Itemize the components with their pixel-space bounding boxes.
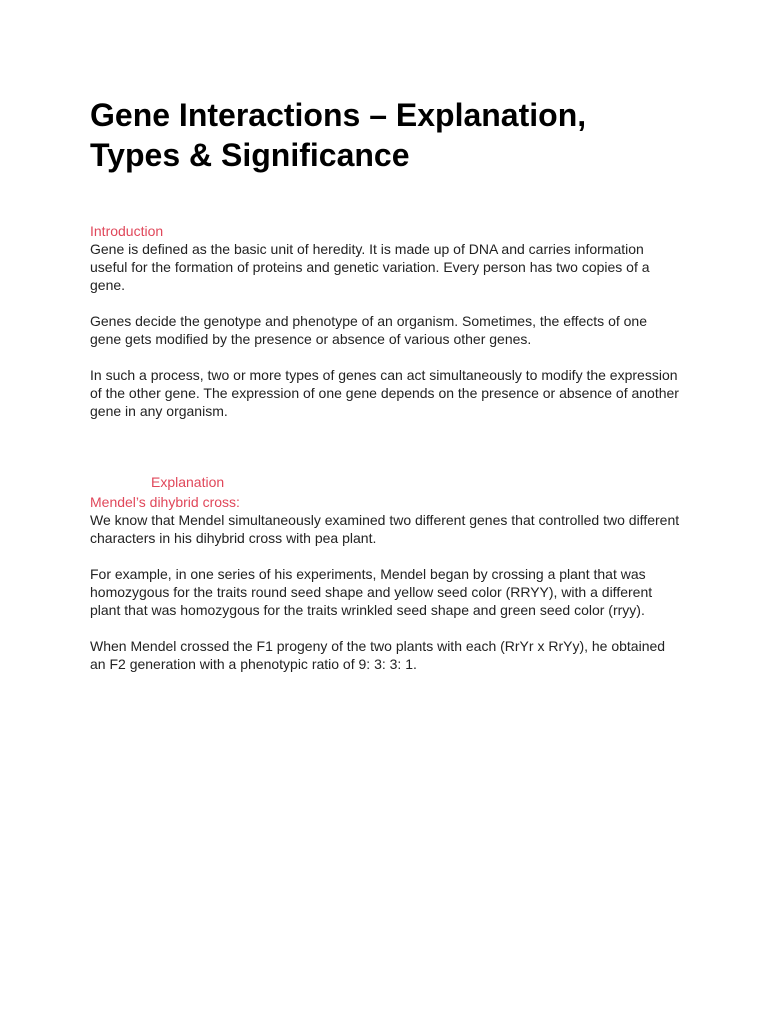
document-title: Gene Interactions – Explanation, Types & Significance bbox=[90, 97, 587, 173]
explanation-body bbox=[90, 511, 688, 673]
intro-paragraph-1: Gene is defined as the basic unit of heredity. It is made up of DNA and carries information useful for the formation of proteins and genetic variation. Every person has two copies of a gene. bbox=[90, 241, 650, 293]
introduction-heading: Introduction bbox=[90, 223, 164, 239]
explanation-paragraph-1: We know that Mendel simultaneously examined two different genes that controlled two different characters in his dihybrid cross with pea plant. bbox=[90, 512, 680, 546]
intro-paragraph-3: In such a process, two or more types of genes can act simultaneously to modify the expression of the other gene. The expression of one gene depends on the presence or absence of another gene in any organism. bbox=[90, 367, 679, 419]
intro-paragraph-2: Genes decide the genotype and phenotype of an organism. Sometimes, the effects of one gene gets modified by the presence or absence of various other genes. bbox=[90, 313, 647, 347]
explanation-paragraph-3: When Mendel crossed the F1 progeny of the two plants with each (RrYr x RrYy), he obtained an F2 generation with a phenotypic ratio of 9: 3: 3: 1. bbox=[90, 638, 666, 672]
introduction-body bbox=[90, 240, 688, 420]
explanation-paragraph-2: For example, in one series of his experiments, Mendel began by crossing a plant that was homozygous for the traits round seed shape and yellow seed color (RRYY), with a different plant that was homozygous for the traits wrinkled seed shape and green seed color (rryy). bbox=[90, 566, 653, 618]
dihybrid-cross-subheading: Mendel’s dihybrid cross: bbox=[90, 494, 240, 510]
explanation-heading: Explanation bbox=[151, 474, 225, 490]
